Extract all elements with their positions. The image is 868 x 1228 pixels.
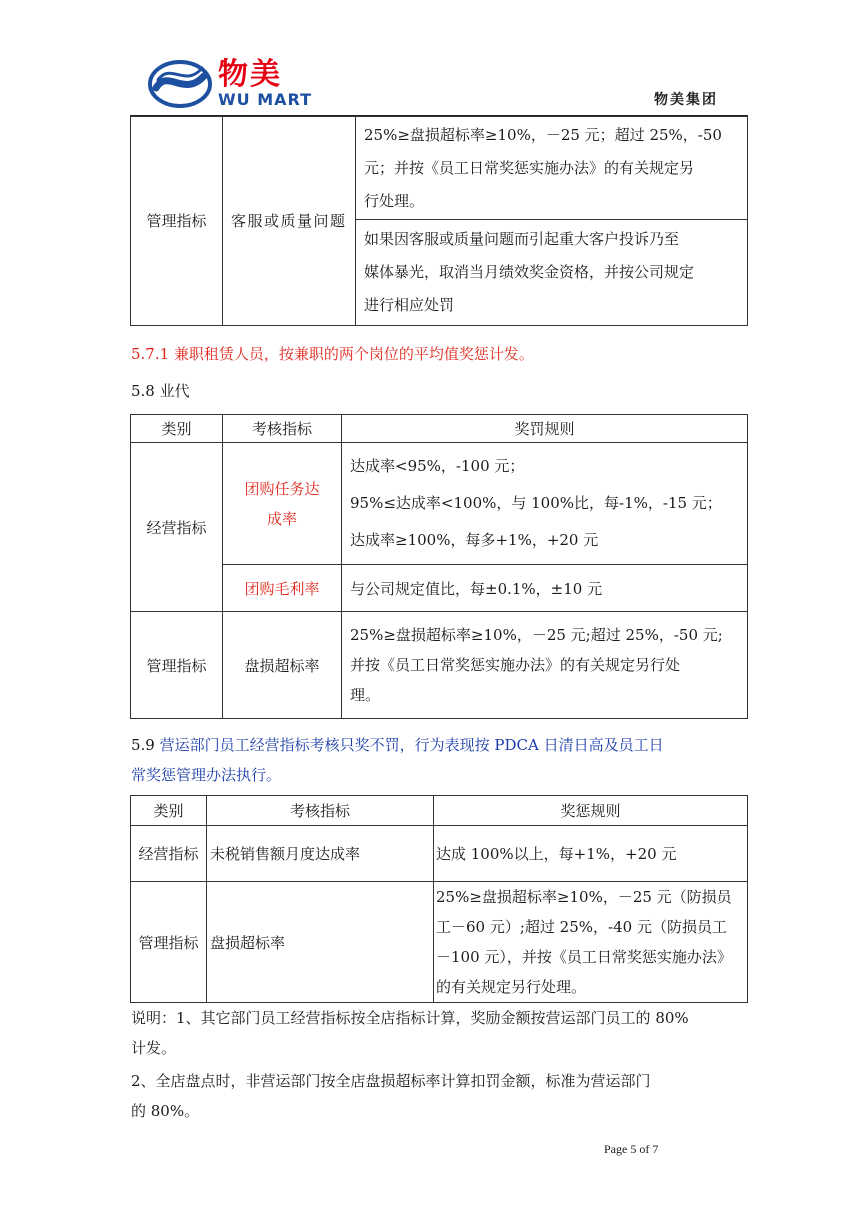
rule-cell (342, 612, 748, 719)
indicator-cell: 盘损超标率 (207, 882, 434, 1003)
table-row (131, 882, 748, 1003)
rule-line: 25%≥盘损超标率≥10%，－25 元;超过 25%，-50 元; (350, 626, 723, 644)
section-5-8-heading: 5.8 业代 (131, 382, 190, 400)
wumart-logo (148, 58, 348, 110)
rule-line: 理。 (350, 686, 381, 704)
operations-staff-table (130, 795, 748, 1003)
rule-line: 进行相应处罚 (364, 296, 455, 314)
indicator-text: 客服或质量问题 (231, 211, 347, 230)
logo-chinese-text: 物美 (218, 57, 282, 92)
rule-line: 并按《员工日常奖惩实施办法》的有关规定另行处 (350, 656, 681, 674)
category-cell: 经营指标 (131, 443, 223, 612)
page-number: Page 5 of 7 (604, 1142, 659, 1156)
note-line: 说明：1、其它部门员工经营指标按全店指标计算，奖励金额按营运部门员工的 80% (131, 1009, 689, 1027)
indicator-cell (223, 443, 342, 565)
rule-line: 如果因客服或质量问题而引起重大客户投诉乃至 (364, 230, 680, 248)
rule-cell: 与公司规定值比，每±0.1%，±10 元 (342, 565, 748, 612)
rule-line: 媒体暴光，取消当月绩效奖金资格，并按公司规定 (364, 263, 695, 281)
indicator-cell: 盘损超标率 (223, 612, 342, 719)
header-indicator: 考核指标 (207, 796, 434, 826)
header-category: 类别 (131, 415, 223, 443)
logo-english-text: WU MART (218, 90, 313, 109)
note-line: 2、全店盘点时，非营运部门按全店盘损超标率计算扣罚金额，标准为营运部门 (131, 1072, 651, 1090)
table-header-row (131, 796, 748, 826)
header-rule: 奖惩规则 (434, 796, 748, 826)
rule-line: 元；并按《员工日常奖惩实施办法》的有关规定另 (364, 158, 695, 177)
category-cell: 管理指标 (131, 612, 223, 719)
rule-line: 行处理。 (364, 191, 425, 210)
note-line: 计发。 (131, 1039, 177, 1057)
rule-cell (356, 117, 748, 220)
rule-line: －100 元），并按《员工日常奖惩实施办法》 (436, 948, 732, 966)
clause-number: 5.9 (131, 736, 160, 754)
indicator-line: 成率 (266, 509, 297, 528)
rule-cell: 达成 100%以上，每+1%，+20 元 (434, 826, 748, 882)
indicator-cell: 团购毛利率 (223, 565, 342, 612)
indicator-cell (223, 117, 356, 326)
rule-line: 达成率≥100%，每多+1%，+20 元 (350, 531, 599, 549)
note-1 (131, 1003, 689, 1063)
table-row (131, 443, 748, 565)
rule-line: 25%≥盘损超标率≥10%，－25 元；超过 25%，-50 (364, 125, 722, 144)
note-line: 的 80%。 (131, 1102, 200, 1120)
clause-5-9 (131, 730, 664, 790)
header-category: 类别 (131, 796, 207, 826)
company-name: 物美集团 (654, 92, 718, 108)
wumart-logo-icon (148, 58, 212, 110)
indicator-line: 团购任务达 (244, 479, 320, 498)
page-header (130, 48, 748, 116)
rule-line: 25%≥盘损超标率≥10%，－25 元（防损员 (436, 888, 732, 906)
table-row (131, 565, 748, 612)
table-header-row (131, 415, 748, 443)
rule-cell (356, 220, 748, 326)
header-indicator: 考核指标 (223, 415, 342, 443)
clause-5-9-line (131, 730, 664, 760)
header-rule: 奖罚规则 (342, 415, 748, 443)
rule-line: 工－60 元）;超过 25%，-40 元（防损员工 (436, 918, 727, 936)
clause-5-7-1: 5.7.1 兼职租赁人员，按兼职的两个岗位的平均值奖惩计发。 (131, 345, 534, 363)
rule-line: 的有关规定另行处理。 (436, 978, 587, 996)
rule-cell (434, 882, 748, 1003)
category-cell: 管理指标 (131, 882, 207, 1003)
agent-assessment-table (130, 414, 748, 719)
category-cell: 管理指标 (131, 117, 223, 326)
category-cell: 经营指标 (131, 826, 207, 882)
rule-cell (342, 443, 748, 565)
clause-5-9-line: 常奖惩管理办法执行。 (131, 766, 282, 784)
management-indicator-table (130, 116, 748, 326)
table-row (131, 117, 748, 220)
rule-line: 达成率<95%，-100 元； (350, 457, 525, 475)
table-row (131, 826, 748, 882)
clause-text: 营运部门员工经营指标考核只奖不罚，行为表现按 PDCA 日清日高及员工日 (159, 736, 664, 754)
note-2 (131, 1066, 651, 1126)
rule-line: 95%≤达成率<100%，与 100%比，每-1%，-15 元； (350, 494, 722, 512)
indicator-cell: 未税销售额月度达成率 (207, 826, 434, 882)
table-row (131, 612, 748, 719)
